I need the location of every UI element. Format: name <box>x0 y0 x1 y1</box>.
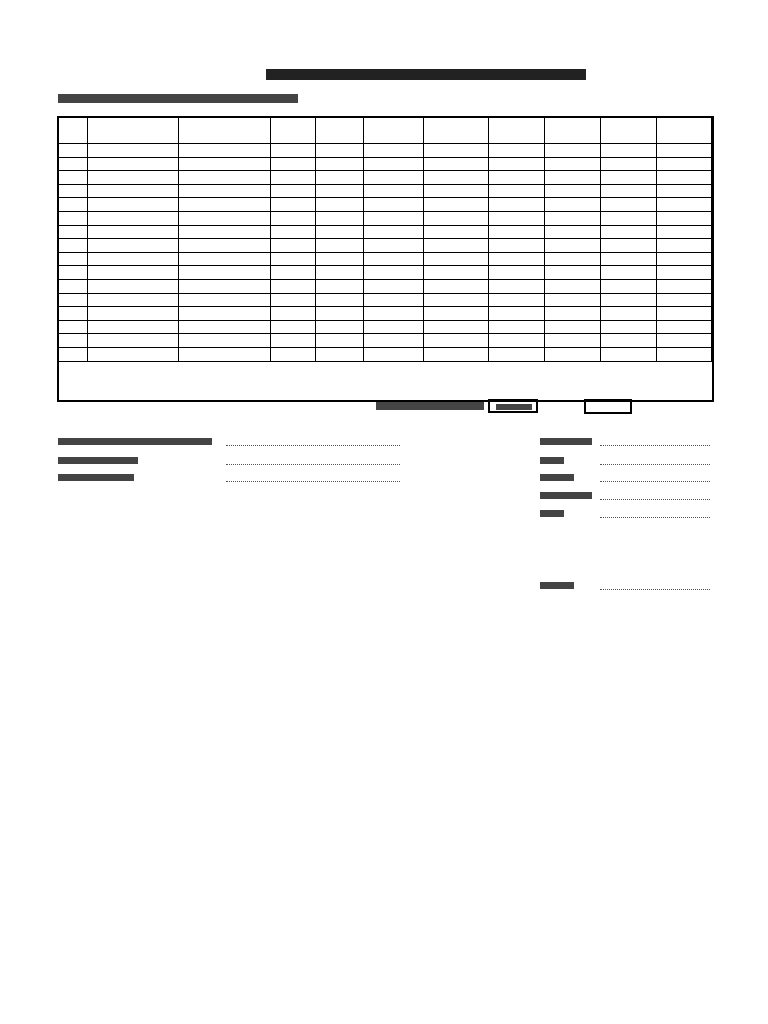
table-row <box>58 334 712 348</box>
header-cell <box>488 117 544 144</box>
table-row <box>58 239 712 253</box>
table-row <box>58 171 712 185</box>
table-row <box>58 347 712 361</box>
table-row <box>58 266 712 280</box>
table-row <box>58 211 712 225</box>
header-cell <box>271 117 316 144</box>
header-cell <box>424 117 488 144</box>
table-row <box>58 198 712 212</box>
table-row <box>58 293 712 307</box>
table-row <box>58 279 712 293</box>
grand-total-label-shape <box>376 402 484 410</box>
header-cell <box>88 117 178 144</box>
table-body <box>58 144 712 362</box>
table-row <box>58 144 712 158</box>
header-cell <box>178 117 270 144</box>
header-cell <box>58 117 88 144</box>
asset-table <box>57 116 712 362</box>
table-row <box>58 225 712 239</box>
table-row <box>58 307 712 321</box>
table-row <box>58 320 712 334</box>
header-cell <box>363 117 424 144</box>
table-row <box>58 184 712 198</box>
table-row <box>58 157 712 171</box>
table-row <box>58 252 712 266</box>
table-header <box>58 117 712 144</box>
grand-total-box <box>488 399 538 413</box>
header-cell <box>316 117 363 144</box>
current-value-total-box <box>584 399 632 414</box>
ministry-line-shape <box>58 94 298 103</box>
header-row <box>58 117 712 144</box>
header-cell <box>601 117 656 144</box>
report-title-shape <box>266 69 586 80</box>
header-cell <box>545 117 601 144</box>
header-cell <box>656 117 711 144</box>
